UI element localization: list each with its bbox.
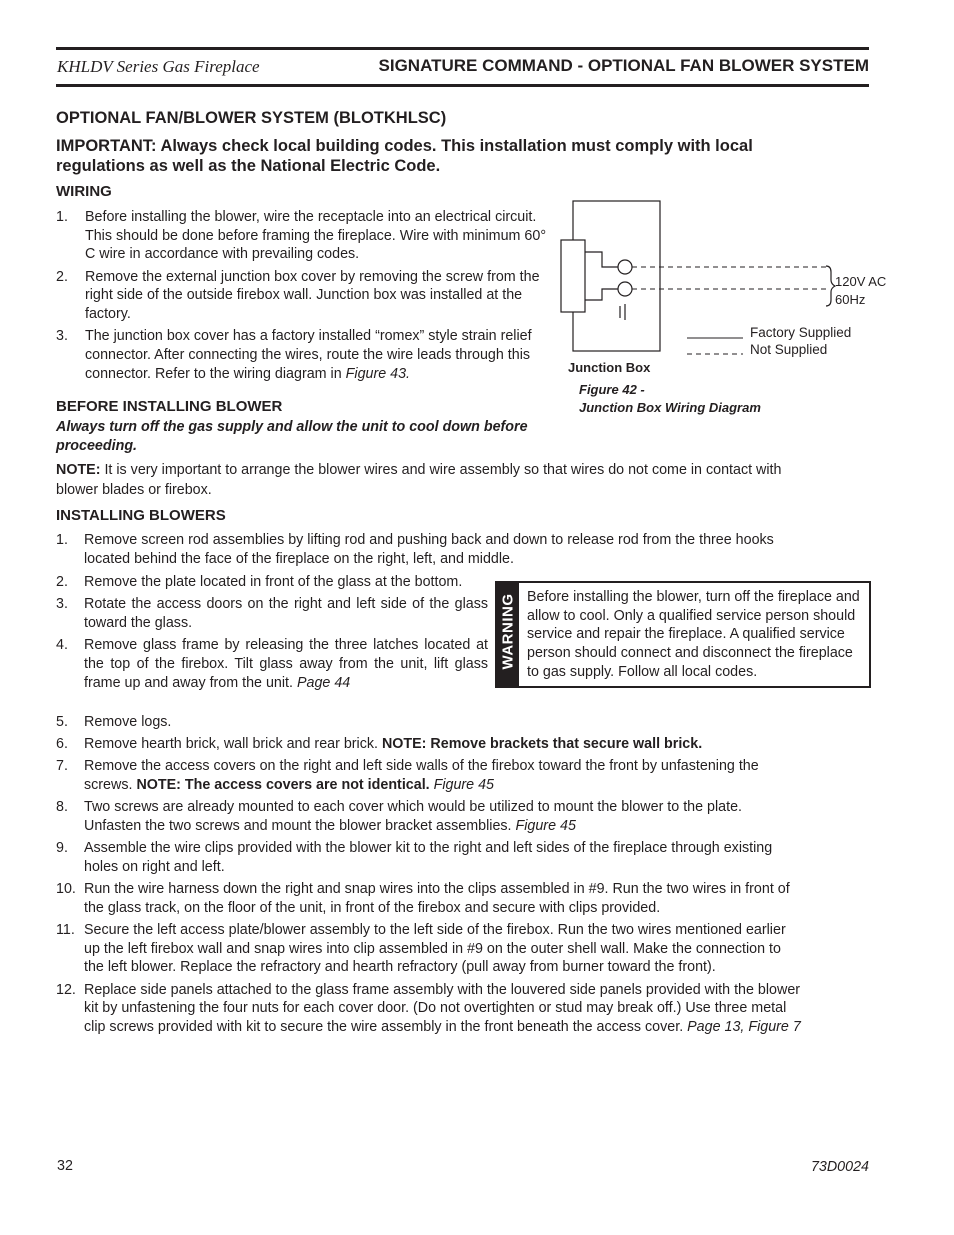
install-list-narrow <box>56 573 488 696</box>
note-paragraph: NOTE: It is very important to arrange the blower wires and wire assembly so that wires do not come in contact with blower blades or firebox. <box>56 462 782 498</box>
junction-box-wiring-diagram <box>560 200 900 385</box>
wire-upper <box>585 252 620 267</box>
list-item: 2. Remove the plate located in front of the glass at the bottom. <box>56 574 463 590</box>
item-number: 3. <box>56 328 68 345</box>
warning-box <box>495 581 871 688</box>
item-number: 2. <box>56 268 68 285</box>
terminal-lower <box>618 282 632 296</box>
install-list-bottom <box>56 713 801 1040</box>
receptacle-bracket <box>561 240 585 312</box>
brace <box>826 266 835 306</box>
list-item: 9. Assemble the wire clips provided with the blower kit to the right and left sides of the fireplace through existing holes on right and left. <box>56 840 773 875</box>
before-installing-heading: BEFORE INSTALLING BLOWER <box>56 398 283 415</box>
wiring-list <box>56 208 551 387</box>
install-list-top <box>56 531 801 572</box>
list-item <box>56 268 551 324</box>
list-item: 12. Replace side panels attached to the glass frame assembly with the louvered side panels provided with the blower kit by unfastening the four nuts for each cover door. (Do not overtighten or stud may break off.) Use three metal clip screws provided with kit to secure the wire assembly in the front beneath the access cover. Page 13, Figure 7 <box>56 981 801 1036</box>
list-item: 6. Remove hearth brick, wall brick and rear brick. NOTE: Remove brackets that secure wall brick. <box>56 736 703 753</box>
wire-lower <box>585 289 620 300</box>
list-item: 7. Remove the access covers on the right and left side walls of the firebox toward the front by unfastening the screws. NOTE: The access covers are not identical. Figure 45 <box>56 758 759 794</box>
junction-box-label: Junction Box <box>568 360 651 375</box>
list-item: 4. Remove glass frame by releasing the three latches located at the top of the firebox. Tilt glass away from the unit, lift glass frame up and away from the unit. Page 44 <box>56 637 488 691</box>
terminal-upper <box>618 260 632 274</box>
item-text: Remove the external junction box cover by removing the screw from the right side of the outside firebox wall. Junction box was installed at the factory. <box>85 268 540 323</box>
junction-box-outline <box>573 201 660 351</box>
legend-factory-supplied: Factory Supplied <box>750 325 852 340</box>
installing-blowers-heading: INSTALLING BLOWERS <box>56 507 226 524</box>
header-rule-bottom <box>56 84 869 87</box>
list-item <box>56 327 551 383</box>
item-text: The junction box cover has a factory installed “romex” style strain relief connector. After connecting the wires, route the wire leads through this connector. Refer to the wiring diagram in <box>85 328 532 382</box>
page-number: 32 <box>57 1158 73 1174</box>
document-number: 73D0024 <box>810 1159 869 1175</box>
list-item: 1. Remove screen rod assemblies by lifting rod and pushing back and down to release rod from the three hooks located behind the face of the fireplace on the right, left, and middle. <box>56 532 774 567</box>
list-item: 8. Two screws are already mounted to each cover which would be utilized to mount the blower to the plate. Unfasten the two screws and mount the blower bracket assemblies. Figure 45 <box>56 799 743 835</box>
figure-caption: Figure 42 - Junction Box Wiring Diagram <box>579 382 761 415</box>
important-notice: IMPORTANT: Always check local building codes. This installation must comply with local regulations as well as the National Electric Code. <box>56 137 753 175</box>
page-heading: OPTIONAL FAN/BLOWER SYSTEM (BLOTKHLSC) <box>56 109 447 127</box>
warning-text: Before installing the blower, turn off the fireplace and allow to cool. Only a qualified service person should service and repair the fireplace. A qualified service person should connect and disconnect the fireplace to gas supply. Follow all local codes. <box>527 589 860 680</box>
wiring-heading: WIRING <box>56 183 112 200</box>
list-item: 11. Secure the left access plate/blower assembly to the left side of the firebox. Run the two wires mentioned earlier up the left firebox wall and snap wires into clip assembled in #9 on the outer shell wall. Make the connection to the left blower. Replace the refractory and hearth refractory (pull away from burner toward the front). <box>56 922 786 976</box>
legend-not-supplied: Not Supplied <box>750 342 828 357</box>
list-item <box>56 208 551 264</box>
list-item: 10. Run the wire harness down the right and snap wires into the clips assembled in #9. Run the two wires in front of the glass track, on the floor of the unit, in front of the firebox and secure with clips provided. <box>56 881 790 916</box>
voltage-label: 120V AC 60Hz <box>835 274 887 307</box>
list-item: 5. Remove logs. <box>56 714 172 730</box>
gas-supply-warning: Always turn off the gas supply and allow the unit to cool down before proceeding. <box>56 419 528 454</box>
section-title: SIGNATURE COMMAND - OPTIONAL FAN BLOWER SYSTEM <box>378 56 869 75</box>
list-item: 3. Rotate the access doors on the right and left side of the glass toward the glass. <box>56 596 488 631</box>
manual-series-title: KHLDV Series Gas Fireplace <box>57 57 260 76</box>
warning-tab: WARNING <box>497 583 519 686</box>
figure-reference: Figure 43. <box>345 365 411 382</box>
header-rule-top <box>56 47 869 50</box>
item-number: 1. <box>56 209 68 225</box>
item-text: Before installing the blower, wire the receptacle into an electrical circuit. This should be done before framing the fireplace. Wire with minimum 60° C wire in accordance with prevailing codes. <box>85 209 547 263</box>
